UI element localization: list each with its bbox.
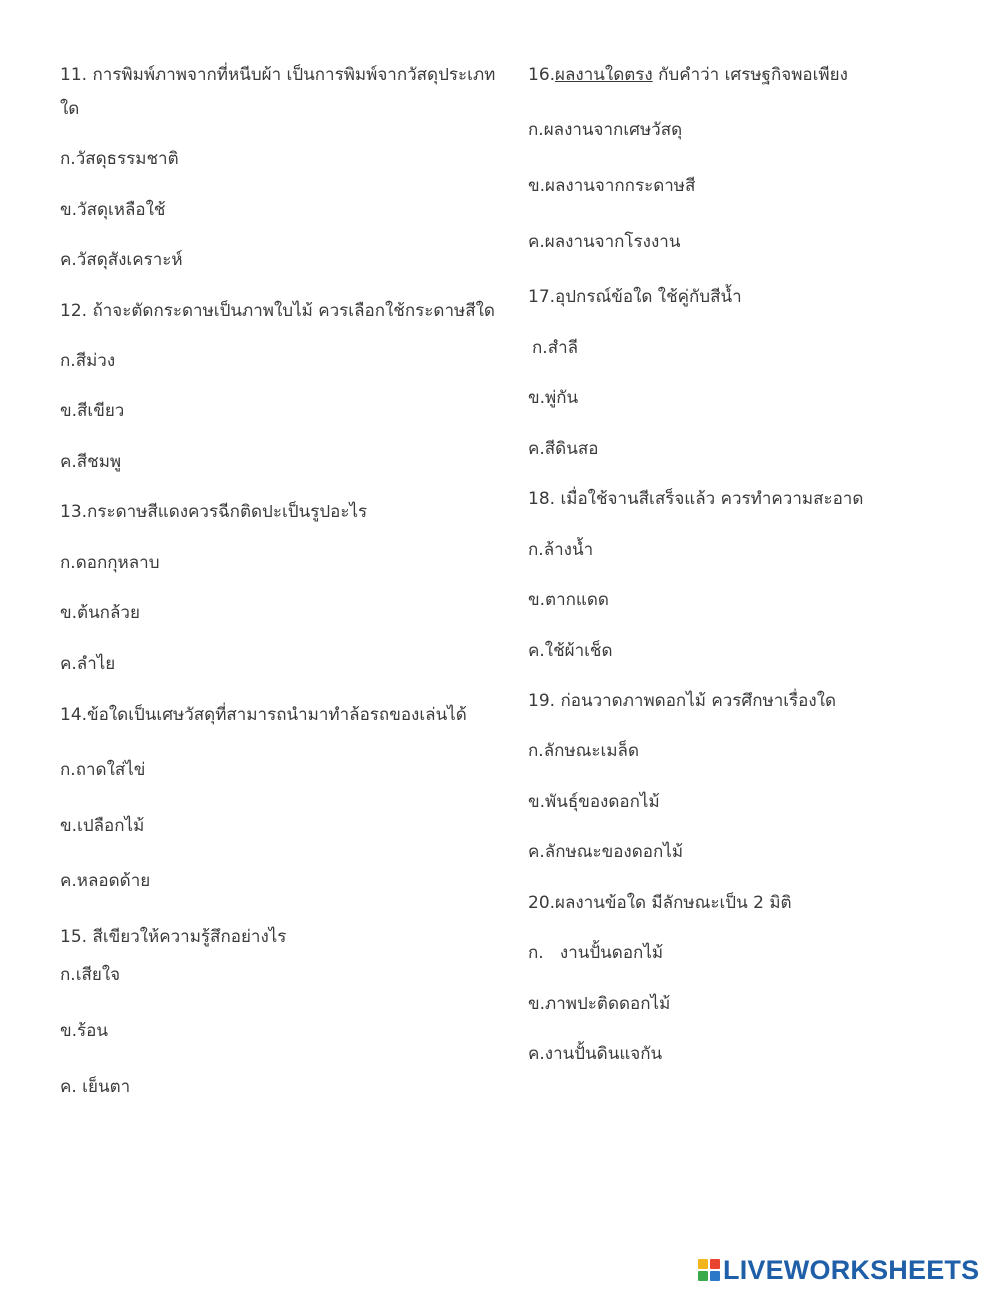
question-16-underlined: ผลงานใดตรง	[555, 65, 653, 85]
question-19-option-c: ค.ลักษณะของดอกไม้	[528, 842, 684, 862]
question-16	[528, 64, 848, 86]
question-17: 17.อุปกรณ์ข้อใด ใช้คู่กับสีน้ำ	[528, 287, 742, 307]
question-15-option-b: ข.ร้อน	[60, 1021, 108, 1041]
question-12-option-a: ก.สีม่วง	[60, 351, 116, 371]
question-11: 11. การพิมพ์ภาพจากที่หนีบผ้า เป็นการพิมพ์จากวัสดุประเภท	[60, 65, 496, 85]
question-17-option-b: ข.พู่กัน	[528, 388, 579, 408]
logo-square-blue	[710, 1271, 720, 1281]
question-19-option-a: ก.ลักษณะเมล็ด	[528, 741, 639, 761]
question-12-option-b: ข.สีเขียว	[60, 401, 125, 421]
question-13: 13.กระดาษสีแดงควรฉีกติดปะเป็นรูปอะไร	[60, 502, 368, 522]
question-16-option-a: ก.ผลงานจากเศษวัสดุ	[528, 120, 683, 140]
question-20: 20.ผลงานข้อใด มีลักษณะเป็น 2 มิติ	[528, 893, 792, 913]
question-13-option-c: ค.ลำไย	[60, 654, 116, 674]
logo-square-green	[698, 1271, 708, 1281]
question-12-option-c: ค.สีชมพู	[60, 452, 122, 472]
question-14-option-a: ก.ถาดใส่ไข่	[60, 760, 146, 780]
question-15: 15. สีเขียวให้ความรู้สึกอย่างไร	[60, 927, 287, 947]
liveworksheets-logo	[698, 1255, 979, 1285]
question-16-option-c: ค.ผลงานจากโรงงาน	[528, 232, 681, 252]
question-18-option-c: ค.ใช้ผ้าเช็ด	[528, 641, 613, 661]
question-18-option-b: ข.ตากแดด	[528, 590, 609, 610]
liveworksheets-logo-icon	[698, 1259, 720, 1281]
question-13-option-b: ข.ต้นกล้วย	[60, 603, 140, 623]
liveworksheets-wordmark: LIVEWORKSHEETS	[723, 1254, 980, 1285]
question-20-option-b: ข.ภาพปะติดดอกไม้	[528, 994, 671, 1014]
question-20-option-c: ค.งานปั้นดินแจกัน	[528, 1044, 663, 1064]
question-17-option-c: ค.สีดินสอ	[528, 439, 599, 459]
question-19-option-b: ข.พันธุ์ของดอกไม้	[528, 792, 660, 812]
question-11-option-a: ก.วัสดุธรรมชาติ	[60, 149, 179, 169]
question-16-option-b: ข.ผลงานจากกระดาษสี	[528, 176, 696, 196]
question-18-option-a: ก.ล้างน้ำ	[528, 540, 594, 560]
question-12: 12. ถ้าจะตัดกระดาษเป็นภาพใบไม้ ควรเลือกใช้กระดาษสีใด	[60, 301, 495, 321]
question-20-option-a: ก. งานปั้นดอกไม้	[528, 943, 664, 963]
question-13-option-a: ก.ดอกกุหลาบ	[60, 553, 160, 573]
logo-square-red	[710, 1259, 720, 1269]
question-19: 19. ก่อนวาดภาพดอกไม้ ควรศึกษาเรื่องใด	[528, 691, 837, 711]
question-11-option-c: ค.วัสดุสังเคราะห์	[60, 250, 183, 270]
question-15-option-a: ก.เสียใจ	[60, 965, 121, 985]
question-11-option-b: ข.วัสดุเหลือใช้	[60, 200, 166, 220]
question-14: 14.ข้อใดเป็นเศษวัสดุที่สามารถนำมาทำล้อรถของเล่นได้	[60, 705, 467, 725]
question-18: 18. เมื่อใช้จานสีเสร็จแล้ว ควรทำความสะอาด	[528, 489, 864, 509]
question-11-continued: ใด	[60, 99, 80, 119]
logo-square-yellow	[698, 1259, 708, 1269]
question-17-option-a: ก.สำลี	[532, 338, 579, 358]
question-14-option-c: ค.หลอดด้าย	[60, 871, 151, 891]
question-15-option-c: ค. เย็นตา	[60, 1077, 131, 1097]
question-14-option-b: ข.เปลือกไม้	[60, 816, 145, 836]
question-16-rest: กับคำว่า เศรษฐกิจพอเพียง	[652, 65, 848, 85]
question-16-number: 16.	[528, 65, 556, 85]
